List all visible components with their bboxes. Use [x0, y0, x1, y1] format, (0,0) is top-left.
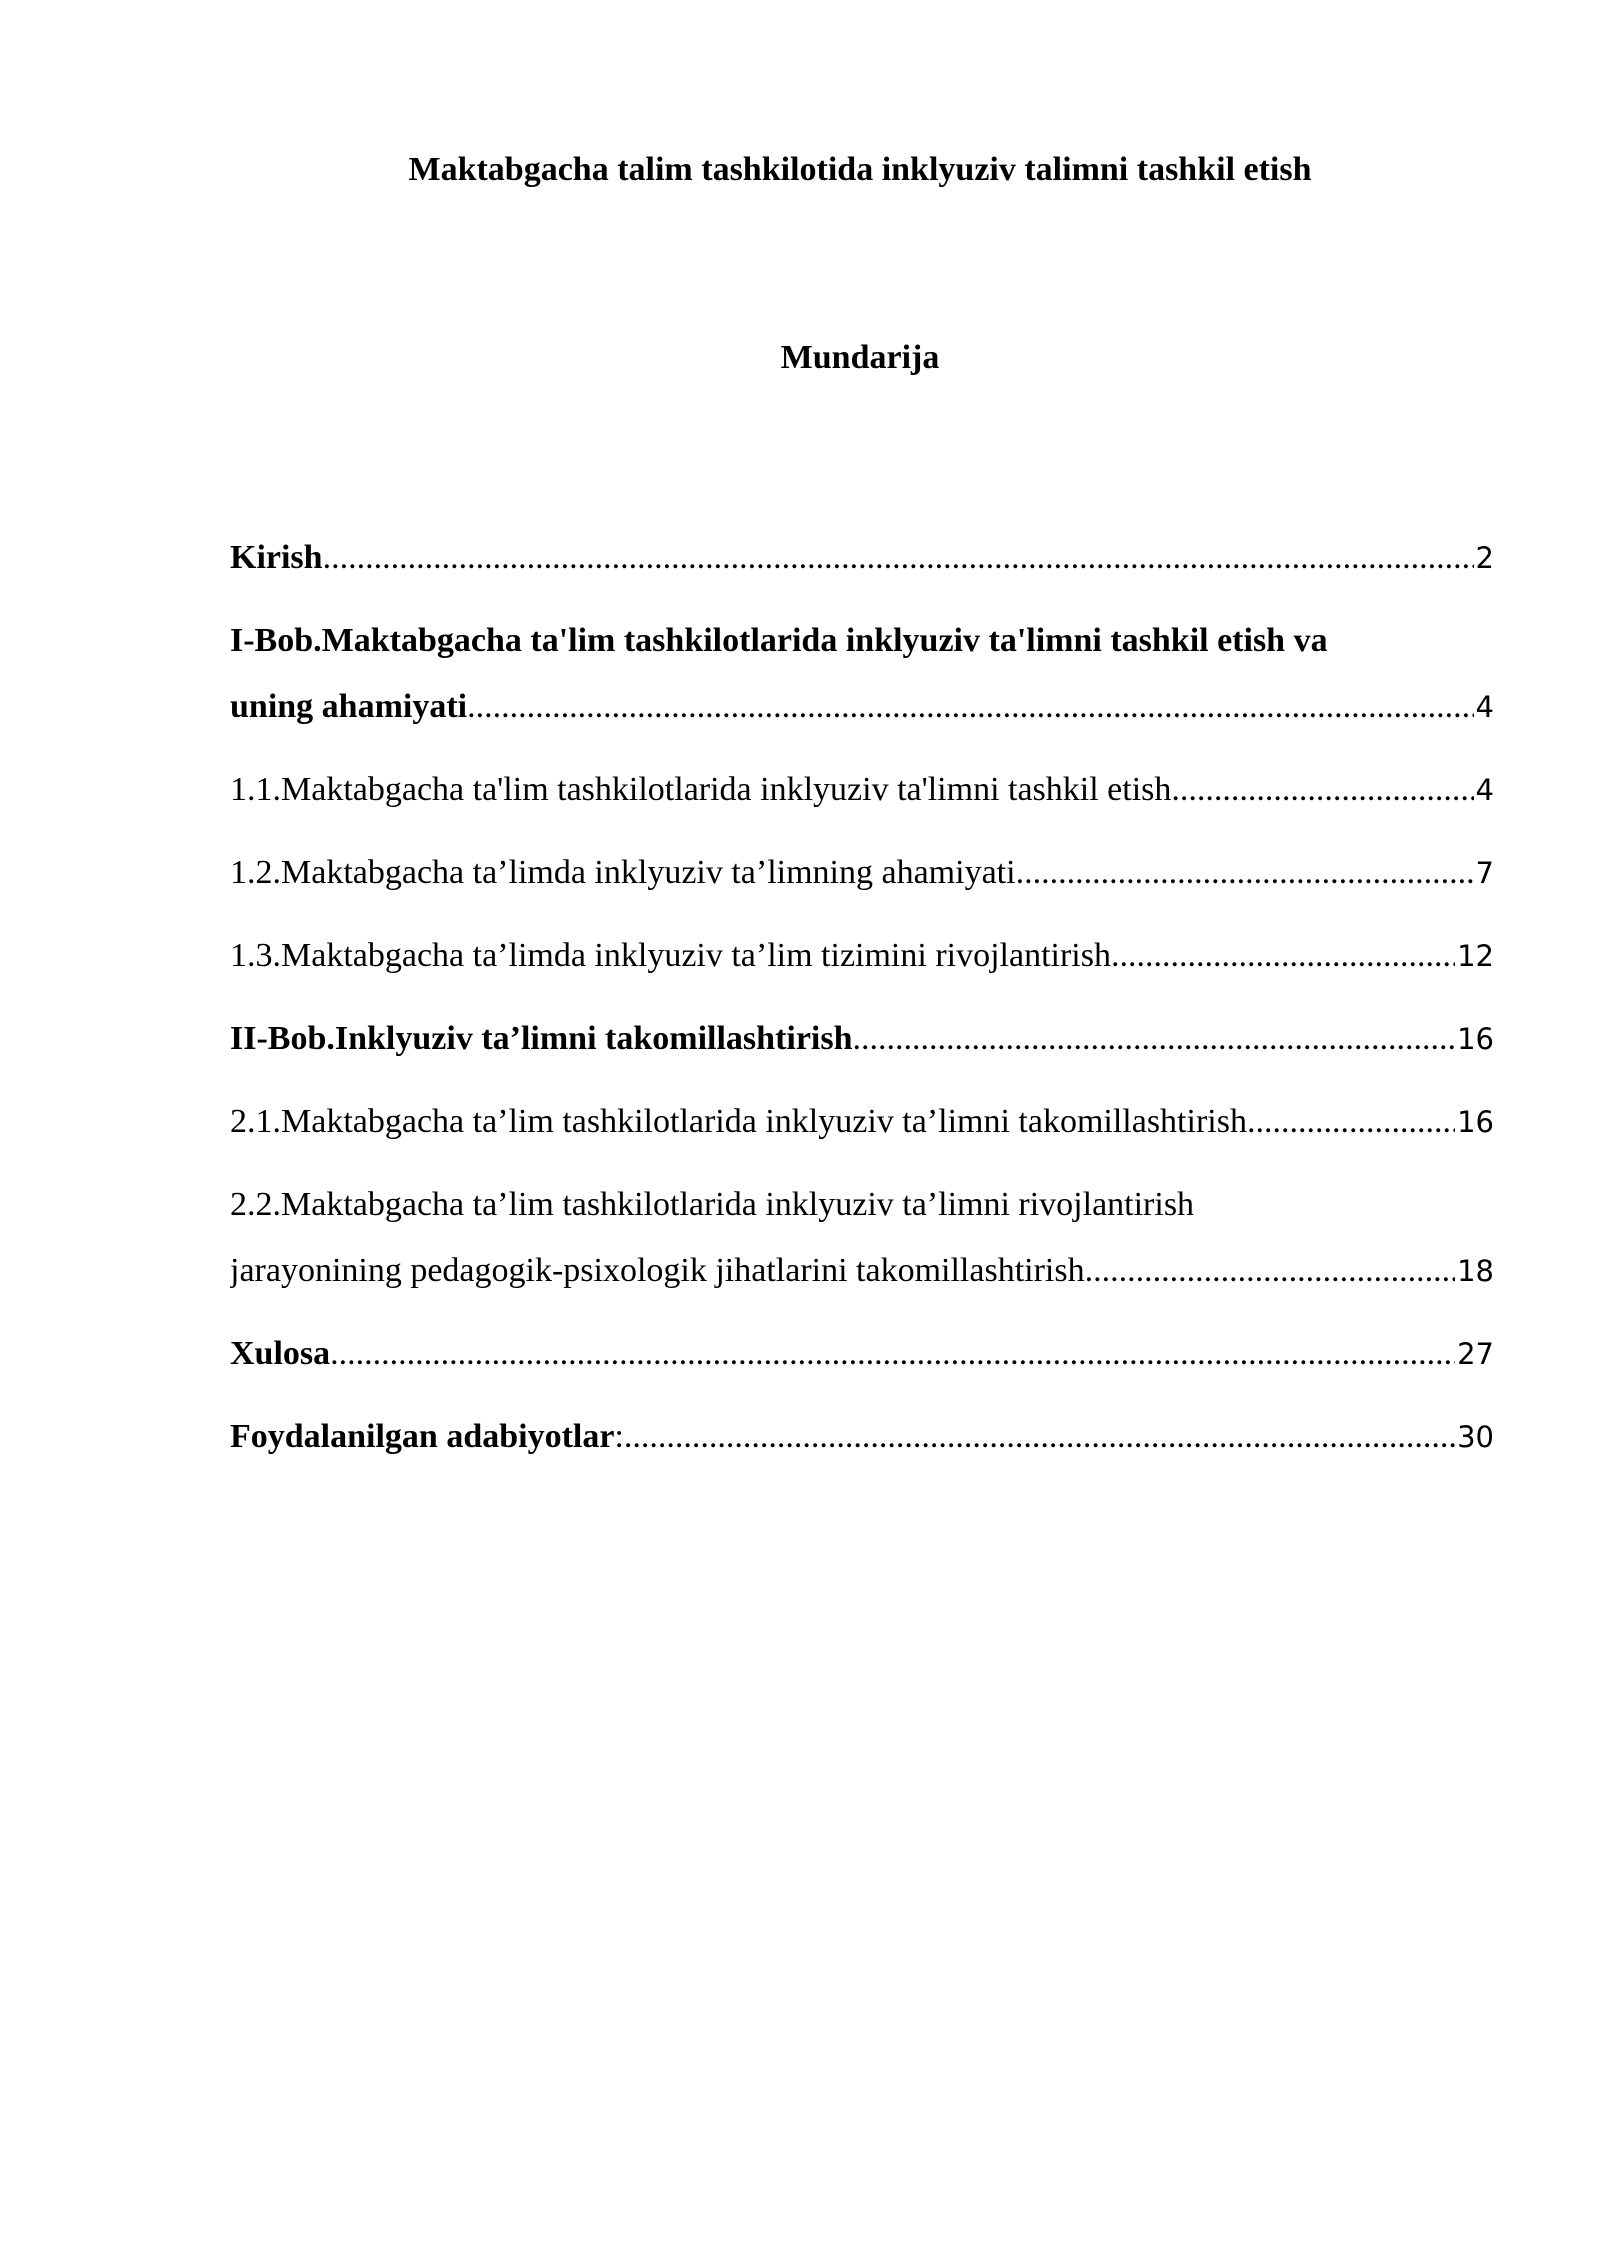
toc-leader-dots [853, 1006, 1456, 1072]
toc-page-number: 4 [1475, 773, 1494, 807]
toc-leader-dots [467, 674, 1473, 740]
toc-entry-text: 2.1.Maktabgacha ta’lim tashkilotlarida inklyuziv ta’limni takomillashtirish [230, 1103, 1247, 1140]
toc-page-number: 7 [1475, 856, 1494, 890]
toc-leader-dots [1085, 1238, 1456, 1304]
toc-leader-dots [330, 1321, 1455, 1387]
toc-leader-dots [1171, 757, 1473, 823]
toc-leader-dots [624, 1404, 1455, 1470]
toc-entry-section-2-1[interactable] [230, 1089, 1494, 1155]
toc-entry-text: uning ahamiyati [230, 688, 468, 725]
toc-entry-text: Xulosa [230, 1335, 331, 1372]
toc-entry-text: Kirish [230, 539, 323, 576]
toc-entry-xulosa[interactable] [230, 1321, 1494, 1387]
toc-page-number: 30 [1457, 1420, 1494, 1454]
toc-entry-chapter-1[interactable] [230, 608, 1494, 740]
toc-entry-references[interactable] [230, 1404, 1494, 1470]
toc-entry-text: 1.2.Maktabgacha ta’limda inklyuziv ta’limning ahamiyati [230, 854, 1016, 891]
toc-leader-dots [1016, 840, 1474, 906]
toc-entry-text-line: I-Bob.Maktabgacha ta'lim tashkilotlarida inklyuziv ta'limni tashkil etish va [230, 622, 1328, 659]
toc-entry-section-1-2[interactable] [230, 840, 1494, 906]
toc-leader-dots [1111, 923, 1455, 989]
toc-entry-suffix: : [614, 1418, 624, 1455]
toc-page-number: 16 [1457, 1022, 1494, 1056]
toc-entry-text-wrap [230, 1404, 624, 1470]
toc-entry-kirish[interactable] [230, 525, 1494, 591]
toc-page-number: 2 [1475, 541, 1494, 575]
toc-entry-text: 1.3.Maktabgacha ta’limda inklyuziv ta’lim tizimini rivojlantirish [230, 937, 1111, 974]
document-title: Maktabgacha talim tashkilotida inklyuziv talimni tashkil etish [408, 151, 1312, 188]
toc-entry-section-1-3[interactable] [230, 923, 1494, 989]
toc-leader-dots [1247, 1089, 1455, 1155]
toc-page-number: 4 [1475, 690, 1494, 724]
toc-page-number: 27 [1457, 1337, 1494, 1371]
toc-page-number: 18 [1457, 1254, 1494, 1288]
table-of-contents [230, 525, 1494, 1487]
toc-entry-text: 1.1.Maktabgacha ta'lim tashkilotlarida inklyuziv ta'limni tashkil etish [230, 771, 1172, 808]
toc-page-number: 12 [1457, 939, 1494, 973]
toc-entry-text: jarayonining pedagogik-psixologik jihatlarini takomillashtirish [230, 1252, 1085, 1289]
toc-entry-section-1-1[interactable] [230, 757, 1494, 823]
toc-heading: Mundarija [780, 339, 940, 376]
toc-entry-section-2-2[interactable] [230, 1172, 1494, 1304]
toc-entry-chapter-2[interactable] [230, 1006, 1494, 1072]
toc-leader-dots [323, 525, 1474, 591]
toc-page-number: 16 [1457, 1105, 1494, 1139]
toc-entry-text-line: 2.2.Maktabgacha ta’lim tashkilotlarida inklyuziv ta’limni rivojlantirish [230, 1186, 1195, 1223]
toc-entry-text: II-Bob.Inklyuziv ta’limni takomillashtirish [230, 1020, 853, 1057]
toc-entry-text: Foydalanilgan adabiyotlar [230, 1418, 615, 1455]
